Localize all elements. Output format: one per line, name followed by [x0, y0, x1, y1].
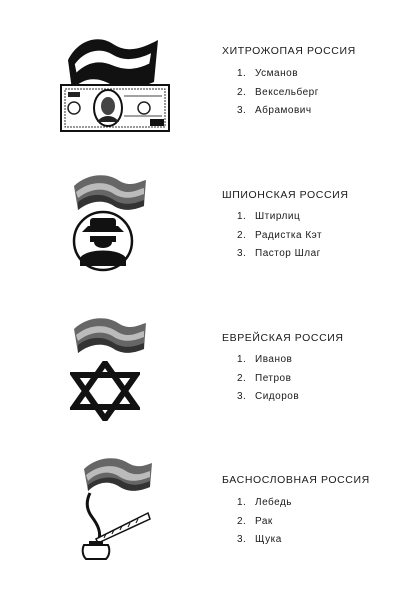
- list-item: 1. Штирлиц: [237, 211, 301, 222]
- section-cunning-russia: [0, 30, 412, 170]
- spy-icon: [72, 210, 134, 272]
- list-item: 2. Радистка Кэт: [237, 229, 323, 241]
- list-item: 1. Усманов: [237, 68, 299, 79]
- flag-quill-emblem: [58, 455, 178, 565]
- list-item: 3. Сидоров: [237, 391, 300, 402]
- star-of-david-icon: [70, 361, 140, 421]
- flag-dollar-emblem: [58, 30, 178, 140]
- list-item: 1. Иванов: [237, 354, 293, 365]
- section-spy-russia: [0, 172, 412, 312]
- flag-spy-emblem: [58, 172, 178, 282]
- list-item: 2. Вексельберг: [237, 86, 319, 98]
- list-item: 2. Петров: [237, 372, 292, 384]
- item-list: [237, 208, 322, 264]
- quill-inkwell-icon: [68, 483, 158, 563]
- item-list: [237, 351, 299, 407]
- list-item: 2. Рак: [237, 515, 273, 527]
- section-title: БАСНОСЛОВНАЯ РОССИЯ: [222, 474, 370, 486]
- section-title: ХИТРОЖОПАЯ РОССИЯ: [222, 45, 356, 57]
- section-title: ШПИОНСКАЯ РОССИЯ: [222, 189, 349, 201]
- list-item: 3. Щука: [237, 534, 282, 545]
- item-list: [237, 494, 292, 550]
- list-item: 1. Лебедь: [237, 497, 293, 508]
- section-fabulous-russia: [0, 455, 412, 595]
- section-title: ЕВРЕЙСКАЯ РОССИЯ: [222, 332, 344, 344]
- list-item: 3. Абрамович: [237, 105, 312, 116]
- section-jewish-russia: [0, 315, 412, 455]
- list-item: 3. Пастор Шлаг: [237, 248, 321, 259]
- dollar-bill-icon: [60, 84, 170, 132]
- flag-star-emblem: [58, 315, 178, 425]
- item-list: [237, 65, 319, 121]
